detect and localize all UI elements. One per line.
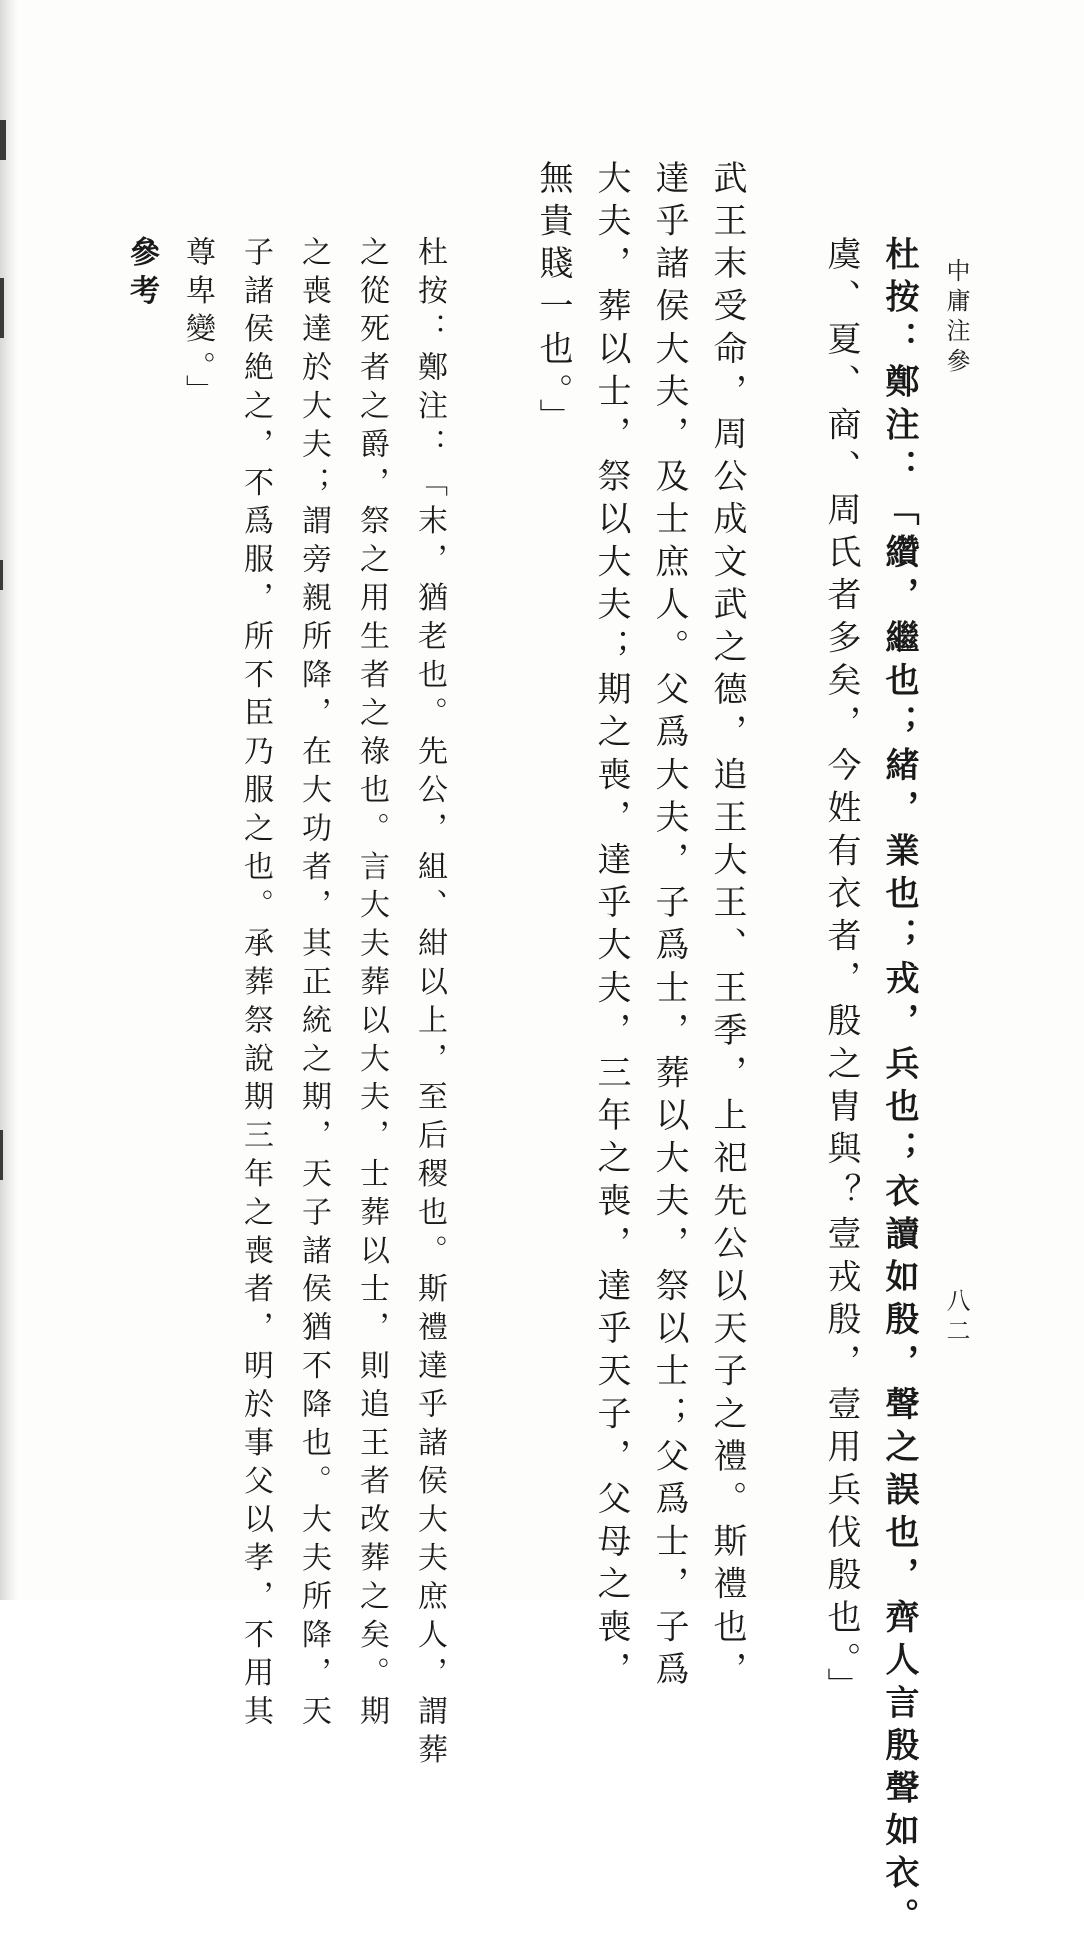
scan-edge-mark (0, 1130, 3, 1180)
scan-edge-mark (0, 560, 3, 590)
note2-line-4: 子諸侯絶之，不爲服，所不臣乃服之也。承葬祭說期三年之喪者，明於事父以孝，不用其 (238, 236, 273, 1734)
note1-line-1: 杜按：鄭注：「纘，繼也；緒，業也；戎，兵也；衣讀如殷，聲之誤也，齊人言殷聲如衣。 (879, 236, 919, 1940)
note2-line-5: 尊卑變。」 (180, 236, 215, 413)
classic-text-line-1: 武王末受命，周公成文武之德，追王大王、王季，上祀先公以天子之禮。斯禮也， (707, 160, 747, 1694)
section-heading: 參考 (124, 236, 159, 313)
page-number: 八二 (942, 1288, 970, 1348)
note2-line-1: 杜按：鄭注：「末，猶老也。先公，組、紺以上，至后稷也。斯禮達乎諸侯大夫庶人，謂葬 (412, 236, 447, 1772)
running-title: 中庸注參 (942, 258, 970, 378)
note1-line-2: 虞、夏、商、周氏者多矣，今姓有衣者，殷之胄與？壹戎殷，壹用兵伐殷也。」 (821, 236, 861, 1710)
classic-text-line-2: 達乎諸侯大夫，及士庶人。父爲大夫，子爲士，葬以大夫，祭以士；父爲士，子爲 (649, 160, 689, 1694)
classic-text-line-3: 大夫，葬以士，祭以大夫；期之喪，達乎大夫，三年之喪，達乎天子，父母之喪， (591, 160, 631, 1694)
scan-edge-mark (0, 278, 4, 338)
note2-line-2: 之從死者之爵，祭之用生者之祿也。言大夫葬以大夫，士葬以士，則追王者改葬之矣。期 (354, 236, 389, 1734)
scan-edge-mark (0, 120, 6, 160)
classic-text-line-4: 無貴賤一也。」 (533, 160, 573, 442)
note2-line-3: 之喪達於大夫；謂旁親所降，在大功者，其正統之期，天子諸侯猶不降也。大夫所降，天 (296, 236, 331, 1734)
scan-edge-shadow (0, 0, 18, 1600)
